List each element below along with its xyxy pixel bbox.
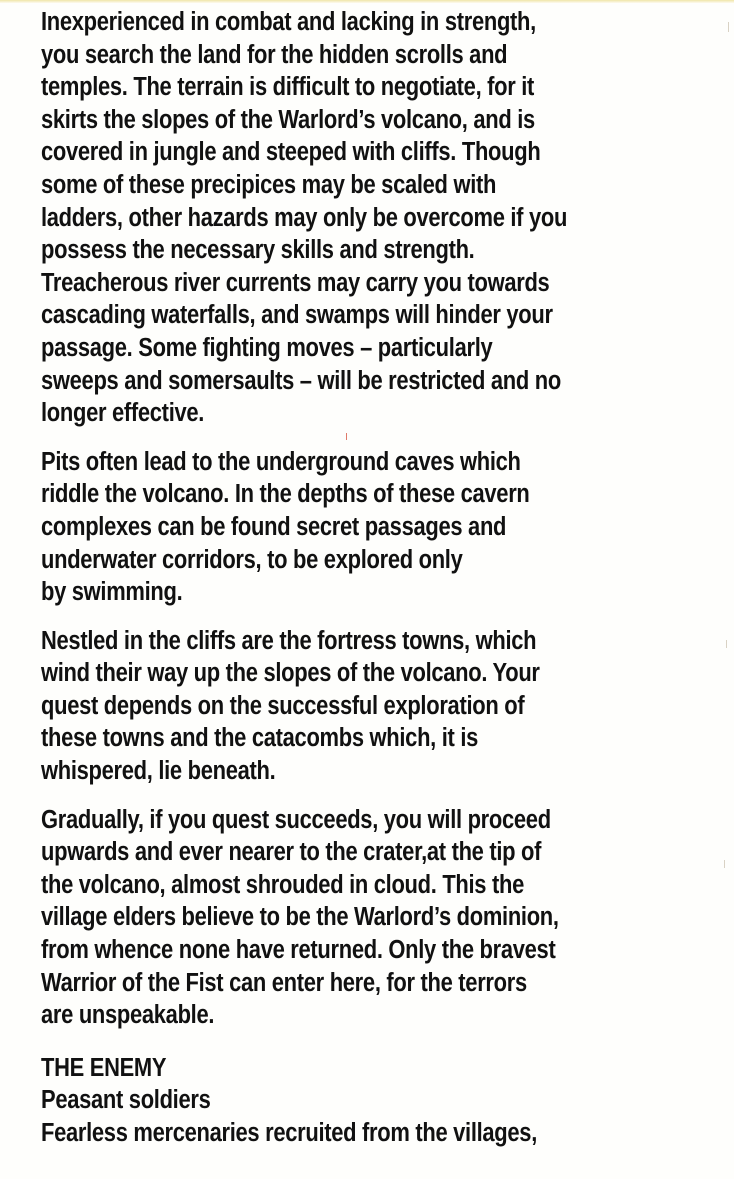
text-line: some of these precipices may be scaled with [41,170,497,199]
text-line: covered in jungle and steeped with cliffs. Though [41,138,541,167]
text-line: Gradually, if you quest succeeds, you will proceed [41,805,551,834]
text-line: passage. Some fighting moves – particularly [41,333,493,362]
text-line: quest depends on the successful exploration of [41,691,525,720]
text-line: by swimming. [41,578,183,607]
text-line: Warrior of the Fist can enter here, for the terrors [41,968,527,997]
text-line: temples. The terrain is difficult to negotiate, for it [41,73,535,102]
text-line: Fearless mercenaries recruited from the villages, [41,1119,537,1147]
text-line: sweeps and somersaults – will be restricted and no [41,366,561,395]
text-line: Pits often lead to the underground caves which [41,447,521,476]
paragraph-1 [41,6,634,430]
text-line: riddle the volcano. In the depths of these cavern [41,480,530,509]
text-line: these towns and the catacombs which, it is [41,724,479,753]
text-line: you search the land for the hidden scrolls and [41,40,508,69]
page-top-edge [0,0,734,3]
text-line: wind their way up the slopes of the volcano. Your [41,659,540,688]
text-line: are unspeakable. [41,1001,215,1030]
scan-speck [726,640,727,648]
text-line: ladders, other hazards may only be overcome if you [41,203,568,232]
text-line: from whence none have returned. Only the bravest [41,936,556,965]
document-text [41,6,634,1150]
text-line: underwater corridors, to be explored only [41,545,463,574]
enemy-section [41,1052,634,1150]
section-heading: THE ENEMY [41,1053,167,1082]
text-line: the volcano, almost shrouded in cloud. This the [41,870,524,899]
text-line: cascading waterfalls, and swamps will hinder your [41,301,553,330]
text-line: Nestled in the cliffs are the fortress towns, which [41,626,537,655]
section-subheading: Peasant soldiers [41,1086,211,1115]
paragraph-2 [41,446,634,609]
text-line: Treacherous river currents may carry you towards [41,268,550,297]
text-line: village elders believe to be the Warlord’s dominion, [41,903,559,932]
paragraph-4 [41,804,634,1032]
text-line: complexes can be found secret passages and [41,512,507,541]
scan-speck [724,860,725,868]
text-line: skirts the slopes of the Warlord’s volcano, and is [41,105,535,134]
text-line: whispered, lie beneath. [41,757,276,786]
text-line: possess the necessary skills and strength. [41,236,475,265]
scan-speck [728,22,729,32]
text-line: upwards and ever nearer to the crater,at the tip of [41,838,542,867]
text-line: Inexperienced in combat and lacking in strength, [41,8,536,36]
text-line: longer effective. [41,399,205,428]
paragraph-3 [41,625,634,788]
